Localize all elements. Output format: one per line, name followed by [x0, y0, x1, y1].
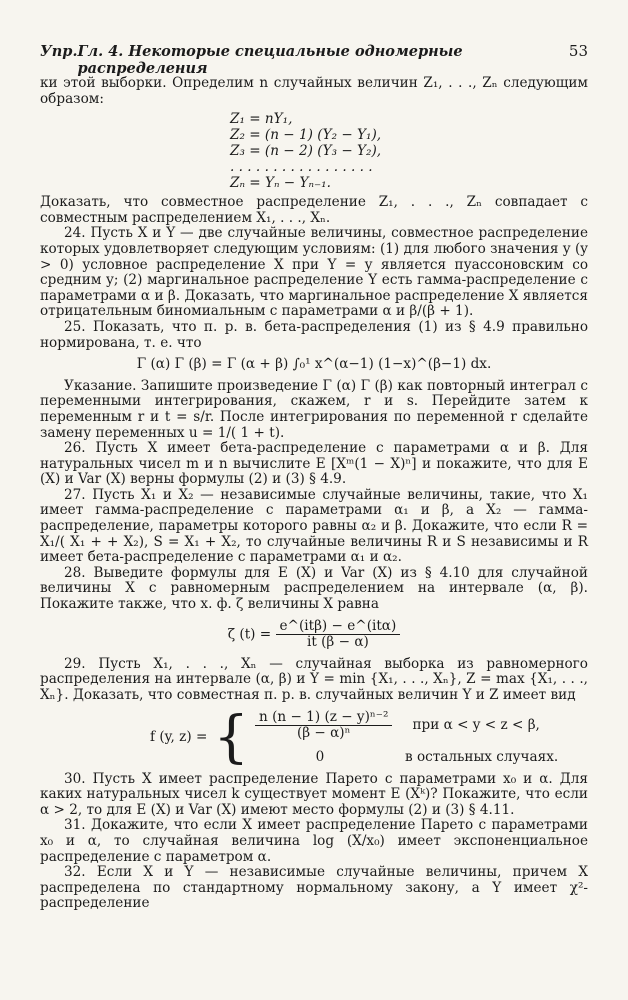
exercise-30: 30. Пусть X имеет распределение Парето с параметрами x₀ и α. Для каких натуральных чисел k существует момент E (Xᵏ)? Покажите, что если α > 2, то для E (X) и Var (X) имеют место формулы (2) и (3) § 4.11.: [40, 770, 588, 818]
exercise-26: 26. Пусть X имеет бета-распределение с параметрами α и β. Для натуральных чисел m и n вычислите E [Xᵐ(1 − X)ⁿ] и покажите, что для E (X) и Var (X) верны формулы (2) и (3) § 4.9.: [40, 440, 588, 488]
equation-jd-lhs: f (y, z) =: [150, 728, 208, 745]
equation-cf-fraction: [276, 619, 401, 651]
page-body: [40, 76, 588, 912]
header-label: Упр.: [40, 43, 78, 60]
case-value-zero: 0: [315, 748, 325, 765]
exercise-28: 28. Выведите формулы для E (X) и Var (X) из § 4.10 для случайной величины X с равномерным распределением на интервале (α, β). Покажите также, что х. ф. ζ величины X равна: [40, 564, 588, 613]
case-row-2: [255, 750, 558, 766]
exercise-32: 32. Если X и Y — независимые случайные величины, причем X распределена по стандартному нормальному закону, а Y имеет χ²-распределение: [40, 864, 588, 912]
equation-cf-numerator: e^(itβ) − e^(itα): [276, 619, 401, 636]
equation-dots: . . . . . . . . . . . . . . . . .: [230, 159, 373, 176]
page-number: 53: [568, 42, 588, 60]
paragraph-intro: ки этой выборки. Определим n случайных величин Z₁, . . ., Zₙ следующим образом:: [40, 75, 588, 107]
exercise-27: 27. Пусть X₁ и X₂ — независимые случайные величины, такие, что X₁ имеет гамма-распределение с параметрами α₁ и β, а X₂ — гамма-распределение, параметры которого равны α₂ и β. Докажите, что если R = X₁/( X₁ + + X₂), S = X₁ + X₂, то случайные величины R и S независимы и R имеет бета-распределение с параметрами α₁ и α₂.: [40, 486, 588, 566]
equation-cf-denominator: it (β − α): [307, 634, 369, 651]
equation-joint-density: [150, 704, 588, 770]
running-header: [40, 42, 588, 77]
equation-zn: Zₙ = Yₙ − Yₙ₋₁.: [230, 175, 331, 192]
equation-char-function: [40, 619, 588, 651]
paragraph-prove: Доказать, что совместное распределение Z₁, . . ., Zₙ совпадает с совместным распределением X₁, . . ., Xₙ.: [40, 194, 588, 226]
case-condition-1: при α < y < z < β,: [412, 717, 540, 733]
equation-jd-numerator: n (n − 1) (z − y)ⁿ⁻²: [255, 710, 392, 727]
chapter-title: Гл. 4. Некоторые специальные одномерные распределения: [77, 43, 463, 77]
exercise-25: 25. Показать, что п. р. в. бета-распределения (1) из § 4.9 правильно нормирована, т. е. что: [40, 318, 588, 351]
equation-z-system: [230, 111, 588, 191]
case-condition-2: в остальных случаях.: [405, 748, 559, 765]
equation-z1: Z₁ = nY₁,: [230, 111, 293, 128]
equation-z3: Z₃ = (n − 2) (Y₃ − Y₂),: [230, 143, 382, 160]
equation-jd-denominator: (β − α)ⁿ: [296, 725, 351, 742]
exercise-29: 29. Пусть X₁, . . ., Xₙ — случайная выборка из равномерного распределения на интервале (α, β) и Y = min {X₁, . . ., Xₙ}, Z = max {X₁, . . ., Xₙ}. Доказать, что совместная п. р. в. случайных величин Y и Z имеет вид: [40, 655, 588, 703]
equation-cf-lhs: ζ (t) =: [227, 626, 272, 643]
exercise-31: 31. Докажите, что если X имеет распределение Парето с параметрами x₀ и α, то случайная величина log (X/x₀) имеет экспоненциальное распределение с параметром α.: [40, 817, 588, 865]
hint-paragraph: Указание. Запишите произведение Γ (α) Γ (β) как повторный интеграл с переменными интегрирования, скажем, r и s. Перейдите затем к переменным r и t = s/r. После интегрирования по переменной r сделайте замену переменных u = 1/( 1 + t).: [40, 377, 588, 441]
exercise-24: 24. Пусть X и Y — две случайные величины, совместное распределение которых удовлетворяет следующим условиям: (1) для любого значения y (y > 0) условное распределение X при Y = y является пуассоновским со средним y; (2) маргинальное распределение Y есть гамма-распределение с параметрами α и β. Доказать, что маргинальное распределение X является отрицательным биномиальным с параметрами α и β/(β + 1).: [40, 225, 588, 320]
equation-z2: Z₂ = (n − 1) (Y₂ − Y₁),: [230, 127, 382, 144]
left-brace: {: [213, 704, 249, 770]
equation-cases: [255, 710, 558, 766]
equation-jd-fraction: [255, 710, 392, 742]
equation-beta-integral: Γ (α) Γ (β) = Γ (α + β) ∫₀¹ x^(α−1) (1−x)^(β−1) dx.: [136, 356, 492, 373]
case-row-1: [255, 710, 558, 742]
